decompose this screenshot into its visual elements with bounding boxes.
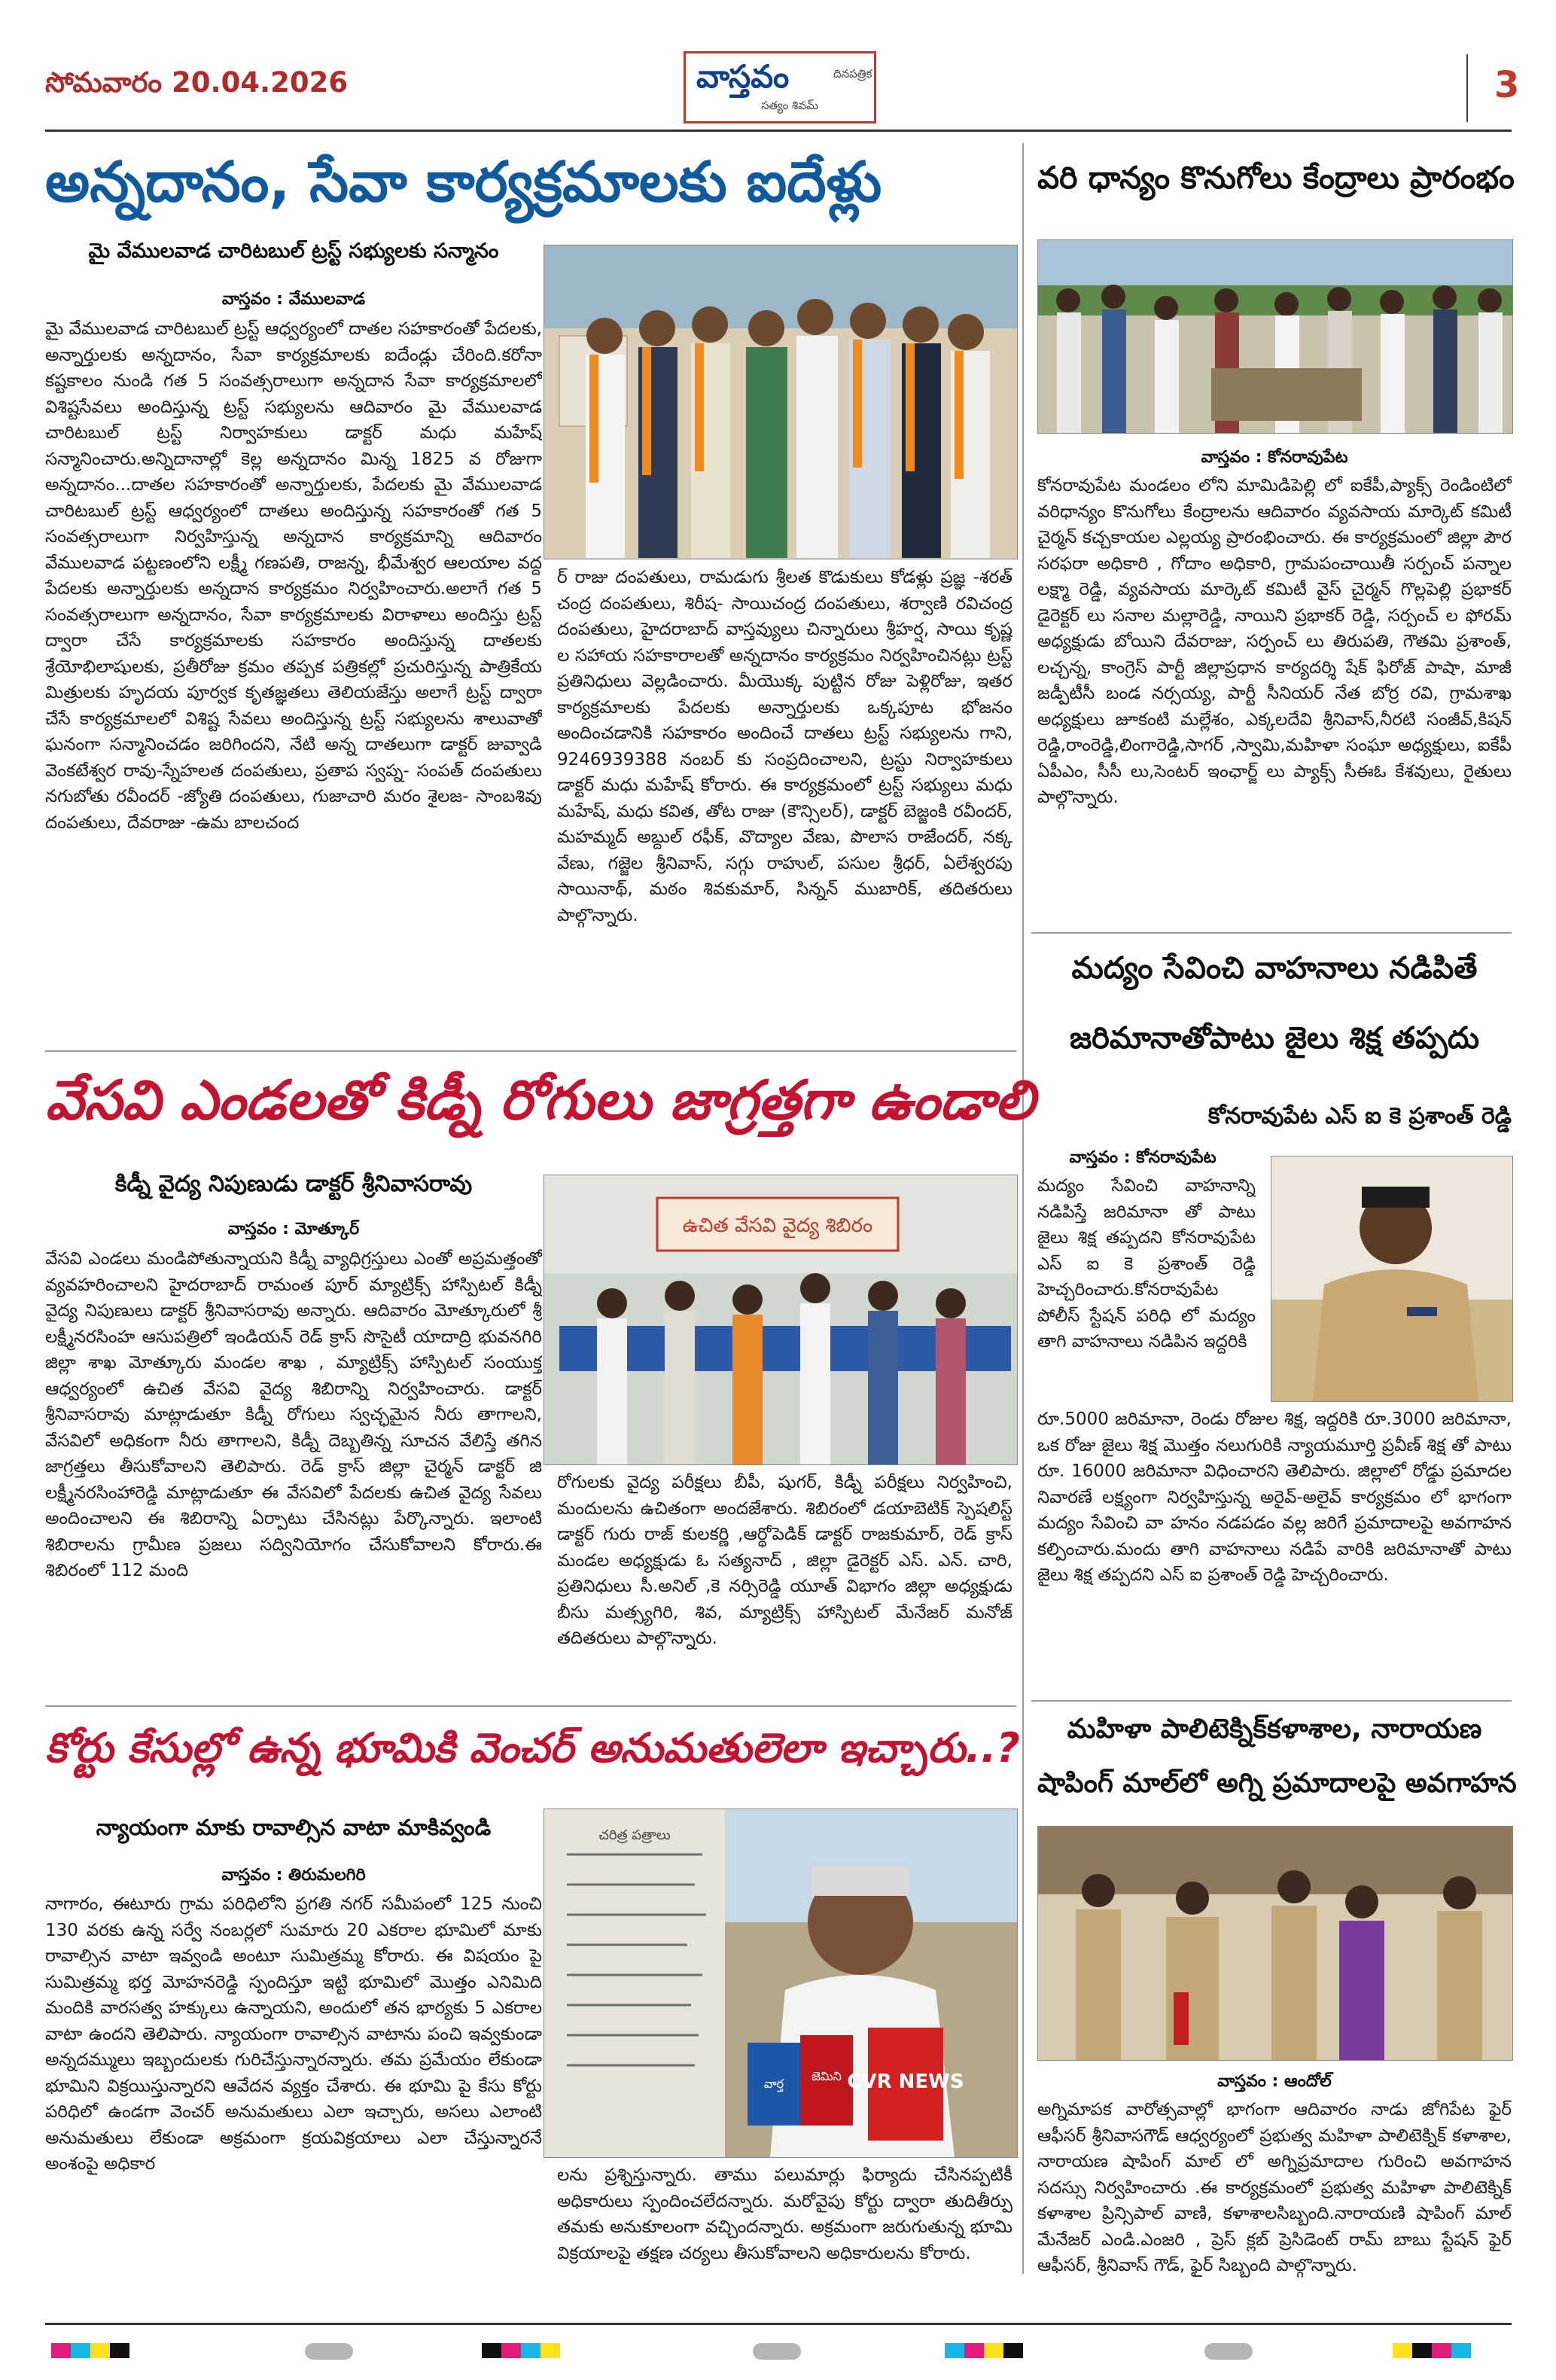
story3-body-wide: రూ.5000 జరిమానా, రెండు రోజుల శిక్ష, ఇద్దరికి రూ.3000 జరిమానా, ఒక రోజు జైలు శిక్ష మొత్తం నలుగురికి న్యాయమూర్తి ప్రవీణ్ శిక్ష తో పాటు రూ. 16000 జరిమానా విధించారని తెలిపారు. జిల్లాలో రోడ్డు ప్రమాదల నివారణే లక్ష్యంగా నిర్వహిస్తున్న అరైవ్-అలైవ్ కార్యక్రమం లో భాగంగా మద్యం సేవించి వా హనం నడపడం వల్ల జరిగే ప్రమాదాలపై అవగాహన కల్పించారు.మందు తాగి వాహనాలు నడిపే వారికి జరిమానాతో పాటు జైలు శిక్ష తప్పదని ఎస్ ఐ ప్రశాంత్ రెడ్డి హెచ్చరించారు. (1037, 1409, 1512, 1585)
story5-headline: కోర్టు కేసుల్లో ఉన్న భూమికి వెంచర్ అనుమతులెలా ఇచ్చారు..? (45, 1724, 1020, 1772)
story1-dateline: వాస్తవం : వేములవాడ (221, 290, 366, 309)
story4-subhead: కిడ్నీ వైద్య నిపుణుడు డాక్టర్ శ్రీనివాసరావు (114, 1171, 473, 1197)
photo-document-text: చరిత్ర పత్రాలు (598, 1827, 671, 1843)
masthead-date: సోమవారం 20.04.2026 (45, 66, 349, 99)
story3-photo (1271, 1156, 1513, 1402)
story6-headline-line2: షాపింగ్ మాల్‌లో అగ్ని ప్రమాదాలపై అవగాహన (1037, 1768, 1517, 1799)
story1-photo (544, 245, 1018, 559)
story5-subhead: న్యాయంగా మాకు రావాల్సిన వాటా మాకివ్వండి (96, 1815, 492, 1840)
story1-column-2: ర్ రాజు దంపతులు, రామడుగు శ్రీలత కొడుకులు కోడళ్లు ప్రజ్ఞ -శరత్ చంద్ర దంపతులు, శిరీష- సాయిచంద్ర దంపతులు, శర్వాణి రవిచంద్ర దంపతులు, హైదరాబాద్ వాస్తవ్యులు చిన్నారులు శ్రీహర్ష, సాయి కృష్ణ ల సహాయ సహకారాలతో అన్నదానం కార్యక్రమం నిర్వహించినట్లు ట్రస్ట్ ప్రతినిధులు వెల్లడించారు. మీయొక్క పుట్టిన రోజు పెళ్లిరోజు, ఇతర కార్యక్రమాలకు పేదలకు అన్నార్తులకు ఒక్కపూట భోజనం అందించడానికి సహకారం అందించే దాతలు ట్రస్ట్ సభ్యులను గాని, 9246939388 నంబర్ కు సంప్రదించాలని, ట్రస్టు నిర్వాహకులు డాక్టర్ మధు మహేష్ కోరారు. ఈ కార్యక్రమంలో ట్రస్ట్ సభ్యులు మధు మహేష్, మధు కవిత, తోట రాజు (కౌన్సిలర్), డాక్టర్ బెజ్జంకి రవీందర్, మహమ్మద్ అబ్దుల్ రఫీక్, వొద్యాల వేణు, పొలాస రాజేందర్, నక్క వేణు, గజ్జెల శ్రీనివాస్, సగ్గు రాహుల్, పసుల శ్రీధర్, ఏలేశ్వరపు సాయినాథ్, మఠం శివకుమార్, సిన్నన్ ముబారిక్, తదితరులు పాల్గొన్నారు. (557, 568, 1012, 925)
story2-photo (1037, 239, 1513, 434)
story6-headline-line1: మహిళా పాలిటెక్నిక్‌కళాశాల, నారాయణ (1067, 1714, 1482, 1745)
footer-rule (45, 2323, 1512, 2325)
story4-top-rule (45, 1050, 1016, 1052)
logo-side-text: దినపత్రిక (833, 67, 872, 81)
story1-subhead: మై వేములవాడ చారిటబుల్ ట్రస్ట్ సభ్యులకు సన్మానం (88, 239, 499, 263)
story4-column-2: రోగులకు వైద్య పరీక్షలు బీపీ, షుగర్, కిడ్నీ పరీక్షలు నిర్వహించి, మందులను ఉచితంగా అందజేశారు. శిబిరంలో డయాబెటిక్ స్పెషలిస్ట్ డాక్టర్ గురు రాజ్ కులకర్ణి ,ఆర్థోపెడిక్ డాక్టర్ రాజకుమార్, రెడ్ క్రాస్ మండల అధ్యక్షుడు ఓ సత్యనాద్ , జిల్లా డైరెక్టర్ ఎస్. ఎన్. చారి, ప్రతినిధులు సీ.అనిల్ ,కె నర్సిరెడ్డి యూత్ విభాగం జిల్లా అధ్యక్షుడు బీసు మత్స్యగిరి, శివ, మ్యాట్రిక్స్ హాస్పిటల్ మేనేజర్ మనోజ్ తదితరులు పాల్గొన్నారు. (557, 1473, 1012, 1648)
story4-headline: వేసవి ఎండలతో కిడ్నీ రోగులు జాగ్రత్తగా ఉండాలి (45, 1068, 1035, 1132)
logo-tagline: సత్యం శివమ్ (761, 99, 818, 112)
registration-mark-2 (753, 2343, 801, 2360)
story2-headline: వరి ధాన్యం కొనుగోలు కేంద్రాలు ప్రారంభం (1037, 160, 1515, 196)
story2-dateline: వాస్తవం : కోనరావుపేట (1201, 448, 1348, 467)
story5-top-rule (45, 1705, 1016, 1707)
story4-column-1: వేసవి ఎండలు మండిపోతున్నాయని కిడ్నీ వ్యాధిగ్రస్తులు ఎంతో అప్రమత్తంతో వ్యవహరించాలని హైదరాబాద్ రామంత పూర్ మ్యాట్రిక్స్ హాస్పిటల్ కిడ్నీ వైద్య నిపుణులు డాక్టర్ శ్రీనివాసరావు అన్నారు. ఆదివారం మోత్కూరులో శ్రీ లక్ష్మీనరసింహ ఆసుపత్రిలో ఇండియన్ రెడ్ క్రాస్ సొసైటీ యాదాద్రి భువనగిరి జిల్లా శాఖ మోత్కూరు మండల శాఖ , మ్యాట్రిక్స్ హాస్పిటల్ సంయుక్త ఆధ్వర్యంలో ఉచిత వేసవి వైద్య శిబిరాన్ని నిర్వహించారు. డాక్టర్ శ్రీనివాసరావు మాట్లాడుతూ కిడ్నీ రోగులు స్వచ్ఛమైన నీరు తాగాలని, వేసవిలో అధికంగా నీరు తాగాలని, కిడ్నీ దెబ్బతిన్న సూచన వేలిస్తే తగిన జాగ్రత్తలు తీసుకోవాలని తెలిపారు. రెడ్ క్రాస్ జిల్లా చైర్మన్ డాక్టర్ జి లక్ష్మీనరసింహారెడ్డి మాట్లాడుతూ ఈ వేసవిలో పేదలకు ఉచిత వైద్య సేవలు అందించాలని ఈ శిబిరాన్ని ఏర్పాటు చేసినట్లు పేర్కొన్నారు. ఇలాంటి శిబిరాలను గ్రామీణ ప్రజలు సద్వినియోగం చేసుకోవాలని కోరారు.ఈ శిబిరంలో 112 మంది (45, 1249, 542, 1580)
story5-column-1: నాగారం, ఈటూరు గ్రామ పరిధిలోని ప్రగతి నగర్ సమీపంలో 125 నుంచి 130 వరకు ఉన్న సర్వే నంబర్లలో సుమారు 20 ఎకరాల భూమిలో మాకు రావాల్సిన వాటా ఇవ్వండి అంటూ సుమిత్రమ్మ కోరారు. ఈ విషయం పై సుమిత్రమ్మ భర్త మోహనరెడ్డి స్పందిస్తూ ఇట్టి భూమిలో మొత్తం ఎనిమిది మందికి వారసత్వ హక్కులు ఉన్నాయని, అందులో తన భార్యకు 5 ఎకరాల వాటా ఉందని తెలిపారు. న్యాయంగా రావాల్సిన వాటాను పంచి ఇవ్వకుండా అన్నదమ్ములు ఇబ్బందులకు గురిచేస్తున్నారన్నారు. తమ ప్రమేయం లేకుండా భూమిని విక్రయిస్తున్నారని ఆవేదన వ్యక్తం చేశారు. ఈ భూమి పై కేసు కోర్టు పరిధిలో ఉండగా వెంచర్ అనుమతులు ఎలా ఇచ్చారు, అసలు ఎలాంటి అనుమతులు లేకుండా అక్రమంగా క్రయవిక్రయాలు ఎలా చేస్తున్నారనే అంశంపై అధికార (45, 1894, 542, 2174)
story6-photo (1037, 1826, 1513, 2061)
column-divider-main (1022, 143, 1024, 2274)
photo-mic-3: వార్త (763, 2077, 784, 2091)
story3-rule (1031, 1700, 1512, 1702)
story4-dateline: వాస్తవం : మోత్కూర్ (227, 1220, 360, 1239)
photo-mic-cvr: CVR NEWS (847, 2071, 964, 2093)
registration-mark-1 (305, 2343, 353, 2360)
color-registration-right (945, 2343, 1023, 2358)
registration-mark-3 (1204, 2343, 1253, 2360)
story5-photo (544, 1809, 1018, 2158)
photo-banner-text: ఉచిత వేసవి వైద్య శిబిరం (682, 1214, 873, 1237)
story5-dateline: వాస్తవం : తిరుమలగిరి (221, 1866, 366, 1885)
story3-headline-line2: జరిమానాతోపాటు జైలు శిక్ష తప్పదు (1069, 1021, 1480, 1056)
story2-rule (1031, 932, 1512, 934)
story5-column-2: లను ప్రశ్నిస్తున్నారు. తాము పలుమార్లు ఫిర్యాదు చేసినప్పటికీ అధికారులు స్పందించలేదన్నారు. మరోవైపు కోర్టు ద్వారా తుదితీర్పు తమకు అనుకూలంగా వచ్చిందన్నారు. అక్రమంగా జరుగుతున్న భూమి విక్రయాలపై తక్షణ చర్యలు తీసుకోవాలని అధికారులను కోరారు. (557, 2165, 1012, 2263)
story6-body: అగ్నిమాపక వారోత్సవాల్లో భాగంగా ఆదివారం నాడు జోగిపేట ఫైర్ ఆఫీసర్ శ్రీనివాసగౌడ్ ఆధ్వర్యంలో ప్రభుత్వ మహిళా పాలిటెక్నిక్ కళాశాల, నారాయణ షాపింగ్ మాల్ లో అగ్నిప్రమాదాల గురించి అవగాహన సదస్సు నిర్వహించారు .ఈ కార్యక్రమంలో ప్రభుత్వ మహిళా పాలిటెక్నిక్ కళాశాల ప్రిన్సిపాల్ వాణి, కళాశాలసిబ్బంది.నారాయణి షాపింగ్ మాల్ మేనేజర్ ఎండి.ఎంజరి , ప్రెస్ క్లబ్ ప్రెసిడెంట్ రామ్ బాబు స్టేషన్ ఫైర్ ఆఫీసర్, శ్రీనివాస్ గౌడ్, ఫైర్ సిబ్బంది పాల్గొన్నారు. (1037, 2100, 1512, 2275)
logo-title: వాస్తవం (696, 58, 790, 95)
color-registration-left (51, 2343, 129, 2358)
story3-headline-line1: మద్యం సేవించి వాహనాలు నడిపితే (1071, 951, 1478, 986)
story2-body: కోనరావుపేట మండలం లోని మామిడిపెల్లి లో ఐకేపీ,ప్యాక్స్ రెండింటిలో వరిధాన్యం కొనుగోలు కేంద్రాలను ఆదివారం వ్యవసాయ మార్కెట్ కమిటీ చైర్మన్ కచ్చకాయల ఎల్లయ్య ప్రారంభించారు. ఈ కార్యక్రమంలో జిల్లా పౌర సరఫరా అధికారి , గోదాం అధికారి, గ్రామపంచాయితీ సర్పంచ్ పన్నాల లక్ష్మా రెడ్డి, వ్యవసాయ మార్కెట్ కమిటీ వైస్ చైర్మన్ గొల్లపెల్లి ప్రభాకర్ డైరెక్టర్ లు సనాల మల్లారెడ్డి, నాయిని ప్రభాకర్ రెడ్డి, సర్పంచ్ ల ఫోరమ్ అధ్యక్షుడు బోయిని దేవరాజు, సర్పంచ్ లు తిరుపతి, గౌతమి ప్రశాంత్, లచ్చన్న, కాంగ్రెస్ పార్టీ జిల్లాప్రధాన కార్యదర్శి షేక్ ఫిరోజ్ పాషా, మాజీ జడ్పీటీసీ బండ నర్సయ్య, పార్టీ సీనియర్ నేత బోర్ర రవి, గ్రామశాఖ అధ్యక్షులు జూకంటి మల్లేశం, ఎక్కలదేవి శ్రీనివాస్,నీరటి సంజీవ్,కిషన్ రెడ్డి,రాంరెడ్డి,లింగారెడ్డి,సాగర్ ,స్వామి,మహిళా సంఘా అధ్యక్షులు, ఐకేపీ ఏపీఎం, సీసీ లు,సెంటర్ ఇంఛార్జ్ లు ప్యాక్స్ సీఈఓ కేశవులు, రైతులు పాల్గొన్నారు. (1037, 476, 1512, 807)
page-number: 3 (1494, 64, 1520, 106)
story4-photo (544, 1175, 1018, 1465)
story6-dateline: వాస్తవం : ఆందోల్ (1217, 2072, 1332, 2091)
story3-subhead: కోనరావుపేట ఎస్ ఐ కె ప్రశాంత్ రెడ్డి (1207, 1103, 1512, 1129)
story1-headline: అన్నదానం, సేవా కార్యక్రమాలకు ఐదేళ్లు (45, 150, 882, 215)
color-registration-mid (482, 2343, 560, 2358)
masthead-rule (45, 130, 1512, 132)
story3-dateline: వాస్తవం : కోనరావుపేట (1069, 1148, 1216, 1167)
photo-mic-2: జెమిని (811, 2069, 842, 2083)
masthead-divider (1466, 54, 1468, 122)
color-registration-far-right (1393, 2343, 1471, 2358)
story1-column-1: మై వేములవాడ చారిటబుల్ ట్రస్ట్ ఆధ్వర్యంలో దాతల సహకారంతో పేదలకు, అన్నార్తులకు అన్నదానం, సేవా కార్యక్రమాలకు ఐదేండ్లు చేరింది.కరోనా కష్టకాలం నుండి గత 5 సంవత్సరాలుగా అన్నదాన సేవా కార్యక్రమాలలో విశిష్టసేవలు అందిస్తున్న ట్రస్ట్ సభ్యులను ఆదివారం మై వేములవాడ చారిటబుల్ ట్రస్ట్ నిర్వాహకులు డాక్టర్ మధు మహేష్ సన్మానించారు.అన్నిదానాల్లో కెల్ల అన్నదానం మిన్న 1825 వ రోజుగా అన్నదానం...దాతల సహకారంతో అన్నార్తులకు, పేదలకు మై వేములవాడ చారిటబుల్ ట్రస్ట్ ఆధ్వర్యంలో దాతలు అందిస్తున్న సహకారంతో గత 5 సంవత్సరాలుగా నిర్వహిస్తున్న అన్నదాన కార్యక్రమాన్ని ఆదివారం వేములవాడ పట్టణంలోని లక్ష్మీ గణపతి, రాజన్న, భీమేశ్వర ఆలయాల వద్ద పేదలకు అన్నార్తులకు అన్నదాన కార్యక్రమం నిర్వహించారు.అలాగే గత 5 సంవత్సరాలుగా అన్నదానం, సేవా కార్యక్రమాలకు విరాళాలు అందిస్తు ట్రస్ట్ ద్వారా చేసే కార్యక్రమాలకు సహకారం అందిస్తున్న దాతలకు శ్రేయోభిలాషులకు, ప్రతీరోజు క్రమం తప్పక పత్రికల్లో ప్రచురిస్తున్న పాత్రికేయ మిత్రులకు హృదయ పూర్వక కృతజ్ఞతలు తెలియజేస్తు అలాగే ట్రస్ట్ ద్వారా చేసే కార్యక్రమాలలో విశిష్ట సేవలు అందిస్తున్న ట్రస్ట్ సభ్యులను శాలువాతో ఘనంగా సన్మానించడం జరిగిందని, నేటి అన్న దాతలుగా డాక్టర్ జువ్వాడి వెంకటేశ్వర రావు-స్నేహలత దంపతులు, ప్రతాప స్వప్న- సంపత్ దంపతులు నగుబోతు రవీందర్ -జ్యోతి దంపతులు, గుజాచారి మరం శైలజ- సాంబశివు దంపతులు, దేవరాజు -ఉమ బాలచంద (45, 319, 542, 833)
newspaper-logo (684, 51, 876, 123)
story3-body-narrow: మద్యం సేవించి వాహనాన్ని నడిపిస్తే జరిమానా తో పాటు జైలు శిక్ష తప్పదని కోనరావుపేట ఎస్ ఐ కె ప్రశాంత్ రెడ్డి హెచ్చరించారు.కోనరావుపేట పోలీస్ స్టేషన్ పరిధి లో మద్యం తాగి వాహనాలు నడిపిన ఇద్దరికి (1037, 1176, 1256, 1352)
